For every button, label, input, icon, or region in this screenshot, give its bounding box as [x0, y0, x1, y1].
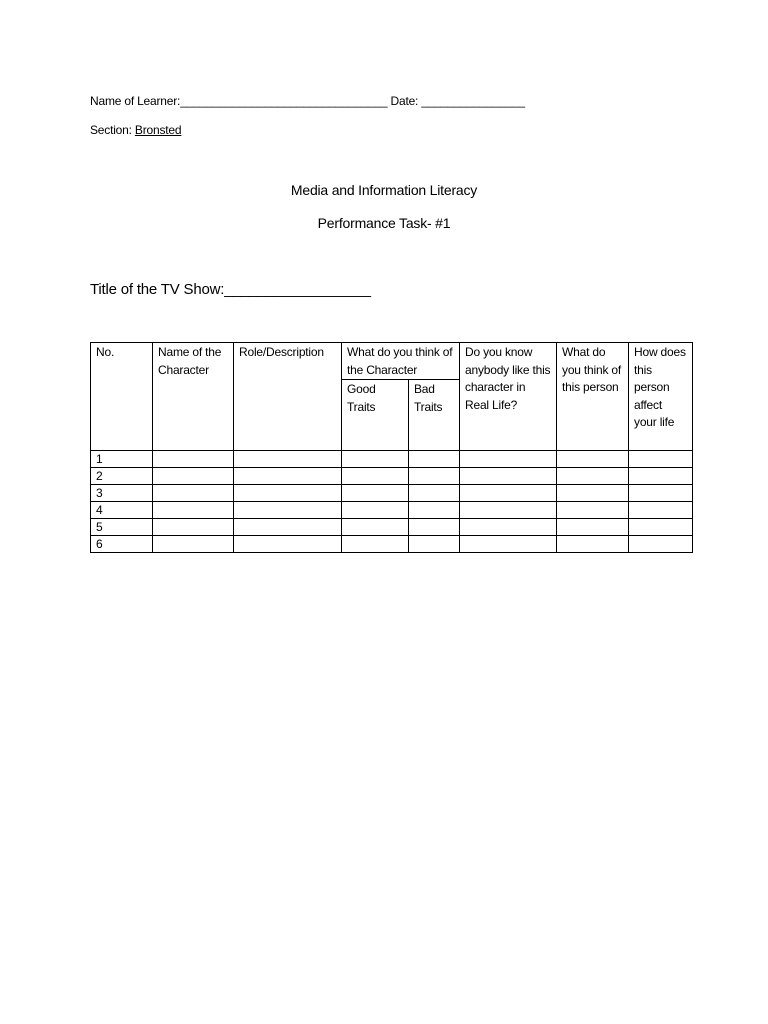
cell-affect[interactable]	[629, 451, 693, 468]
table-header-row	[91, 343, 693, 380]
col-header-know: Do you know anybody like this character in Real Life?	[460, 343, 557, 451]
learner-date-line	[90, 94, 525, 108]
cell-role[interactable]	[234, 519, 342, 536]
cell-good[interactable]	[342, 451, 409, 468]
cell-good[interactable]	[342, 536, 409, 553]
cell-good[interactable]	[342, 519, 409, 536]
name-of-learner-blank: ________________________________	[180, 94, 388, 108]
cell-affect[interactable]	[629, 468, 693, 485]
cell-role[interactable]	[234, 451, 342, 468]
cell-bad[interactable]	[409, 536, 460, 553]
col-header-bad: Bad Traits	[409, 380, 460, 451]
row-number: 6	[91, 536, 153, 553]
cell-know[interactable]	[460, 451, 557, 468]
cell-person[interactable]	[557, 451, 629, 468]
cell-affect[interactable]	[629, 502, 693, 519]
table-row	[91, 451, 693, 468]
table-row	[91, 502, 693, 519]
tv-show-blank: __________________	[224, 281, 371, 298]
date-label: Date:	[390, 94, 419, 108]
row-number: 3	[91, 485, 153, 502]
cell-name[interactable]	[153, 519, 234, 536]
section-line	[90, 123, 181, 137]
table-row	[91, 485, 693, 502]
table-row	[91, 536, 693, 553]
col-header-person: What do you think of this person	[557, 343, 629, 451]
section-label: Section:	[90, 123, 132, 137]
col-header-affect: How does this person affect your life	[629, 343, 693, 451]
cell-person[interactable]	[557, 519, 629, 536]
table-row	[91, 519, 693, 536]
cell-affect[interactable]	[629, 536, 693, 553]
cell-bad[interactable]	[409, 519, 460, 536]
cell-role[interactable]	[234, 502, 342, 519]
subject-title: Media and Information Literacy	[290, 182, 478, 198]
cell-affect[interactable]	[629, 485, 693, 502]
cell-know[interactable]	[460, 536, 557, 553]
cell-role[interactable]	[234, 468, 342, 485]
tv-show-label: Title of the TV Show:	[90, 281, 225, 298]
cell-role[interactable]	[234, 485, 342, 502]
task-title: Performance Task- #1	[317, 215, 451, 231]
row-number: 1	[91, 451, 153, 468]
cell-name[interactable]	[153, 485, 234, 502]
section-value: Bronsted	[134, 123, 182, 137]
cell-name[interactable]	[153, 536, 234, 553]
cell-role[interactable]	[234, 536, 342, 553]
cell-bad[interactable]	[409, 468, 460, 485]
cell-bad[interactable]	[409, 451, 460, 468]
name-of-learner-label: Name of Learner:	[90, 94, 181, 108]
cell-person[interactable]	[557, 485, 629, 502]
col-header-role: Role/Description	[234, 343, 342, 451]
tv-show-line	[90, 281, 371, 298]
row-number: 5	[91, 519, 153, 536]
cell-know[interactable]	[460, 519, 557, 536]
cell-know[interactable]	[460, 468, 557, 485]
cell-name[interactable]	[153, 451, 234, 468]
cell-name[interactable]	[153, 502, 234, 519]
cell-know[interactable]	[460, 502, 557, 519]
table-row	[91, 468, 693, 485]
cell-person[interactable]	[557, 468, 629, 485]
cell-affect[interactable]	[629, 519, 693, 536]
cell-name[interactable]	[153, 468, 234, 485]
cell-good[interactable]	[342, 468, 409, 485]
col-header-name: Name of the Character	[153, 343, 234, 451]
character-table	[90, 342, 693, 553]
col-header-good: Good Traits	[342, 380, 409, 451]
cell-good[interactable]	[342, 502, 409, 519]
col-header-think: What do you think of the Character	[342, 343, 460, 380]
cell-bad[interactable]	[409, 502, 460, 519]
date-blank: ________________	[421, 94, 525, 108]
cell-person[interactable]	[557, 502, 629, 519]
col-header-no: No.	[91, 343, 153, 451]
cell-know[interactable]	[460, 485, 557, 502]
cell-person[interactable]	[557, 536, 629, 553]
row-number: 4	[91, 502, 153, 519]
cell-bad[interactable]	[409, 485, 460, 502]
row-number: 2	[91, 468, 153, 485]
cell-good[interactable]	[342, 485, 409, 502]
